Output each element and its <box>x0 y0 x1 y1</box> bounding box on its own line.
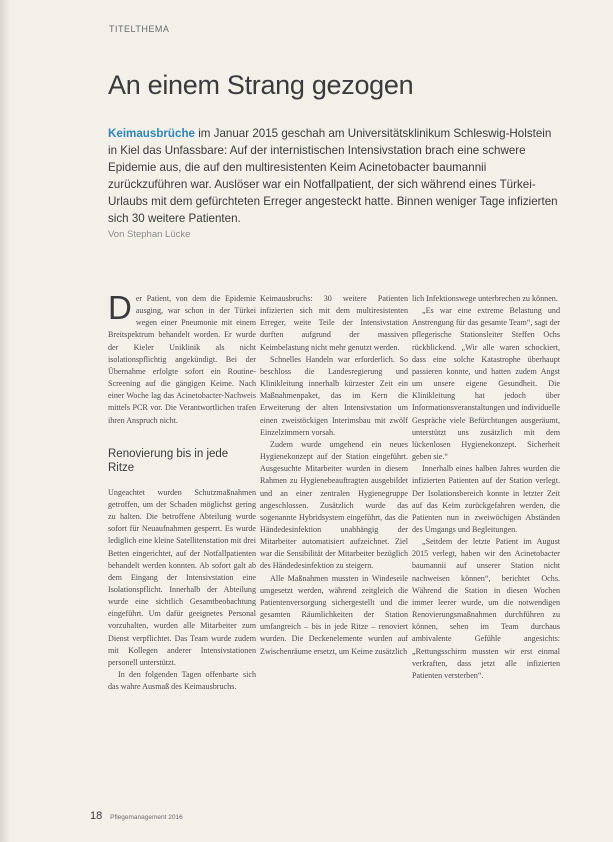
publication-name: Pflegemanagement 2016 <box>110 814 183 821</box>
lead-text: im Januar 2015 geschah am Universitätsklinikum Schleswig-Holstein in Kiel das Unfassbare: Auf der internistischen Intensivstation brach eine schwere Epidemie aus, die auf den multiresistenten Keim Acinetobacter baumannii zurückzuführen war. Auslöser war ein Notfallpatient, der sich während eines Türkei-Urlaubs mit dem gefürchteten Erreger angesteckt hatte. Binnen weniger Tage infizierten sich 30 weitere Patienten. <box>108 127 558 225</box>
drop-cap: D <box>108 289 132 326</box>
paragraph: Alle Maßnahmen mussten in Windeseile umgesetzt werden, während zeitgleich die Patientenversorgung sichergestellt und die gesamten Räumlichkeiten der Station umfangreich – bis in jede Ritze – renoviert wurden. Die Deckenelemente wurden auf Zwischenräume ersetzt, um Keime zusätzlich <box>260 573 408 656</box>
page-footer <box>90 810 183 822</box>
text-column-3 <box>412 293 560 809</box>
article-title: An einem Strang gezogen <box>108 70 414 100</box>
paragraph: In den folgenden Tagen offenbarte sich das wahre Ausmaß des Keimausbruchs. <box>108 670 256 692</box>
paragraph: Schnelles Handeln war erforderlich. So beschloss die Landesregierung und Klinikleitung innerhalb kürzester Zeit ein Maßnahmenpaket, das im Kern die Erweiterung der alten Intensivstation um einen zweistöckigen Interimsbau mit zwölf Einzelzimmern vorsah. <box>260 354 408 437</box>
text-column-1 <box>108 289 256 808</box>
lead-keyword: Keimausbrüche <box>108 127 195 140</box>
text-column-2 <box>260 293 408 809</box>
paragraph-text: er Patient, von dem die Epidemie ausging, war schon in der Türkei wegen einer Pneumonie mit einem Breitspektrum behandelt worden. Er wurde der Kieler Uniklinik als nicht isolationspflichtig angekündigt. Bei der Übernahme erfolgte sofort ein Routine-Screening auf die gängigen Keime. Nach einer Woche lag das Acinetobacter-Nachweis mittels PCR vor. Die Verantwortlichen trafen ihren Anspruch nicht. <box>108 294 256 425</box>
paragraph: Keimausbruchs: 30 weitere Patienten infizierten sich mit dem multiresistenten Erreger, weite Teile der Intensivstation durften aufgrund der massiven Keimbelastung nicht mehr genutzt werden. <box>260 294 408 352</box>
page-number: 18 <box>90 810 103 822</box>
paragraph <box>108 289 256 427</box>
paragraph: lich Infektionswege unterbrechen zu können. <box>412 294 558 303</box>
subheading: Renovierung bis in jede Ritze <box>108 447 229 474</box>
paragraph: Zudem wurde umgehend ein neues Hygienekonzept auf der Station eingeführt. Ausgesuchte Mitarbeiter wurden in diesem Rahmen zu Hygienebeauftragten ausgebildet und an einer zentralen Hygienegruppe angeschlossen. Zusätzlich wurde das sogenannte Hybridsystem eingeführt, das die Händedesinfektion unabhängig der Mitarbeiter automatisiert aufzeichnet. Ziel war die Sensibilität der Mitarbeiter bezüglich des Händedesinfektion zu steigern. <box>260 439 408 571</box>
paragraph: Ungeachtet wurden Schutzmaßnahmen getroffen, um der Schaden möglichst gering zu halten. Die betroffene Abteilung wurde sofort für Neuaufnahmen gesperrt. Es wurde lediglich eine kleine Satellitenstation mit drei Betten eingerichtet, auf der Notfallpatienten behandelt werden konnten. Ab sofort galt ab dem Eingang der Intensivstation eine Isolationspflicht. Innerhalb der Abteilung wurde eine sichtlich Gesamtbeobachtung eingeführt. Um dafür geeignetes Personal vorzuhalten, wurden alle Mitarbeiter zum Dienst verpflichtet. Das Team wurde zudem mit Kollegen anderer Intensivstationen personell unterstützt. <box>108 487 256 667</box>
paragraph: „Seitdem der letzte Patient im August 2015 verlegt, haben wir den Acinetobacter baumannii auf unserer Station nicht nachweisen können“, berichtet Ochs. Während die Station in diesen Wochen immer leerer wurde, um die notwendigen Renovierungsmaßnahmen durchführen zu können, sehen im Team durchaus ambivalente Gefühle angesichts: „Rettungsschirm mussten wir erst einmal verkraften, dass jetzt alle infizierten Patienten versterben“. <box>412 537 560 680</box>
paragraph: Innerhalb eines halben Jahres wurden die infizierten Patienten auf der Station verlegt. Der Isolationsbereich konnte in letzter Zeit auf das Keim zurückgefahren werden, die Patienten nun in zweiwöchigen Abständen des Umgangs und Begleitungen. <box>412 464 560 534</box>
article-lead <box>108 125 560 227</box>
page-spine-shadow <box>0 0 10 842</box>
section-label: TITELTHEMA <box>109 24 170 34</box>
paragraph: „Es war eine extreme Belastung und Anstrengung für das gesamte Team“, sagt der pflegerische Stationsleiter Steffen Ochs rückblickend. „Wir alle waren schockiert, dass eine solche Katastrophe überhaupt passieren konnte, und hatten zudem Angst um unsere eigene Gesundheit. Die Klinikleitung hat jedoch über Informationsveranstaltungen und individuelle Gespräche viele Befürchtungen ausgeräumt, unterstützt uns zusätzlich mit dem lückenlosen Hygienekonzept. Sicherheit geben sie.“ <box>412 306 560 462</box>
article-byline: Von Stephan Lücke <box>108 229 191 240</box>
